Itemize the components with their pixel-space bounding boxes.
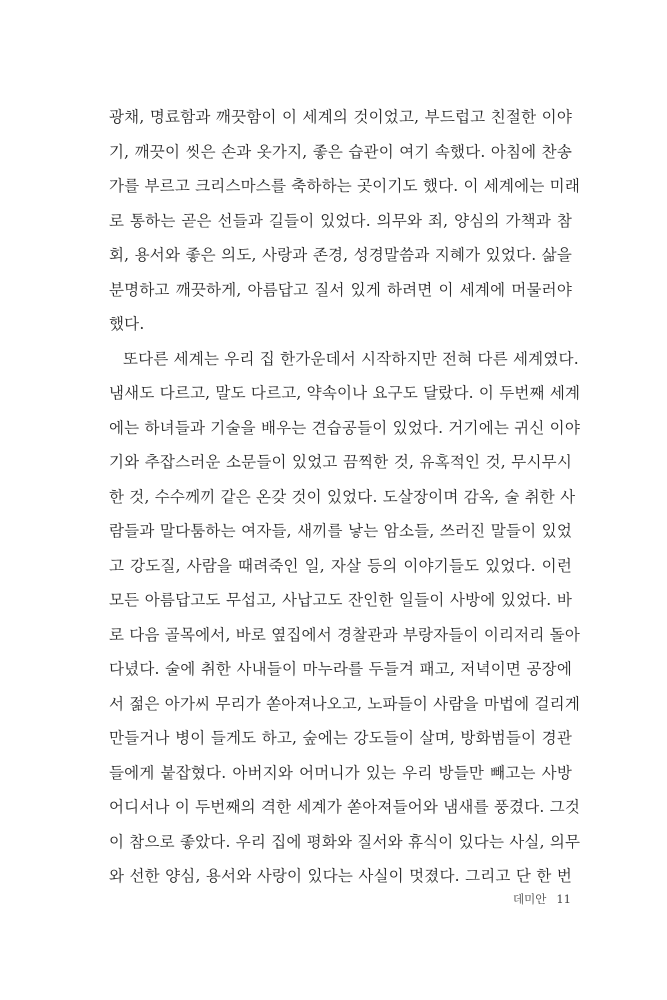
page-number: 11 <box>556 892 571 906</box>
text-line: 람들과 말다툼하는 여자들, 새끼를 낳는 암소들, 쓰러진 말들이 있었 <box>109 522 572 540</box>
body-text <box>109 100 581 894</box>
text-line-indented: 또다른 세계는 우리 집 한가운데서 시작하지만 전혀 다른 세계였다. <box>123 349 579 368</box>
text-line: 들에게 붙잡혔다. 아버지와 어머니가 있는 우리 방들만 빼고는 사방 <box>109 763 572 782</box>
page-footer <box>513 891 571 907</box>
running-title: 데미안 <box>513 892 547 906</box>
text-line: 로 통하는 곧은 선들과 길들이 있었다. 의무와 죄, 양심의 가책과 참 <box>109 211 572 230</box>
text-line: 에는 하녀들과 기술을 배우는 견습공들이 있었다. 거기에는 귀신 이야 <box>109 418 580 437</box>
text-line: 한 것, 수수께끼 같은 온갖 것이 있었다. 도살장이며 감옥, 술 취한 사 <box>109 487 576 506</box>
text-line: 만들거나 병이 들게도 하고, 숲에는 강도들이 살며, 방화범들이 경관 <box>109 729 572 747</box>
text-line: 기와 추잡스러운 소문들이 있었고 끔찍한 것, 유혹적인 것, 무시무시 <box>109 453 572 471</box>
text-line: 어디서나 이 두번째의 격한 세계가 쏟아져들어와 냄새를 풍겼다. 그것 <box>109 798 580 816</box>
text-line: 냄새도 다르고, 말도 다르고, 약속이나 요구도 달랐다. 이 두번째 세계 <box>109 384 581 402</box>
text-line: 모든 아름답고도 무섭고, 사납고도 잔인한 일들이 사방에 있었다. 바 <box>109 591 572 609</box>
text-line: 이 참으로 좋았다. 우리 집에 평화와 질서와 휴식이 있다는 사실, 의무 <box>109 832 581 851</box>
text-line: 회, 용서와 좋은 의도, 사랑과 존경, 성경말씀과 지혜가 있었다. 삶을 <box>109 246 572 264</box>
text-line: 로 다음 골목에서, 바로 옆집에서 경찰관과 부랑자들이 이리저리 돌아 <box>109 625 580 644</box>
text-line: 가를 부르고 크리스마스를 축하하는 곳이기도 했다. 이 세계에는 미래 <box>109 177 580 195</box>
text-line: 서 젊은 아가씨 무리가 쏟아져나오고, 노파들이 사람을 마법에 걸리게 <box>109 694 580 713</box>
text-line: 고 강도질, 사람을 때려죽인 일, 자살 등의 이야기들도 있었다. 이런 <box>109 556 572 575</box>
text-line: 했다. <box>109 315 145 333</box>
text-line: 와 선한 양심, 용서와 사랑이 있다는 사실이 멋졌다. 그리고 단 한 번 <box>109 867 572 885</box>
text-line: 광채, 명료함과 깨끗함이 이 세계의 것이었고, 부드럽고 친절한 이야 <box>109 108 572 126</box>
text-line: 기, 깨끗이 씻은 손과 옷가지, 좋은 습관이 여기 속했다. 아침에 찬송 <box>109 142 572 161</box>
text-line: 다녔다. 술에 취한 사내들이 마누라를 두들겨 패고, 저녁이면 공장에 <box>109 660 572 678</box>
text-line: 분명하고 깨끗하게, 아름답고 질서 있게 하려면 이 세계에 머물러야 <box>109 280 572 299</box>
